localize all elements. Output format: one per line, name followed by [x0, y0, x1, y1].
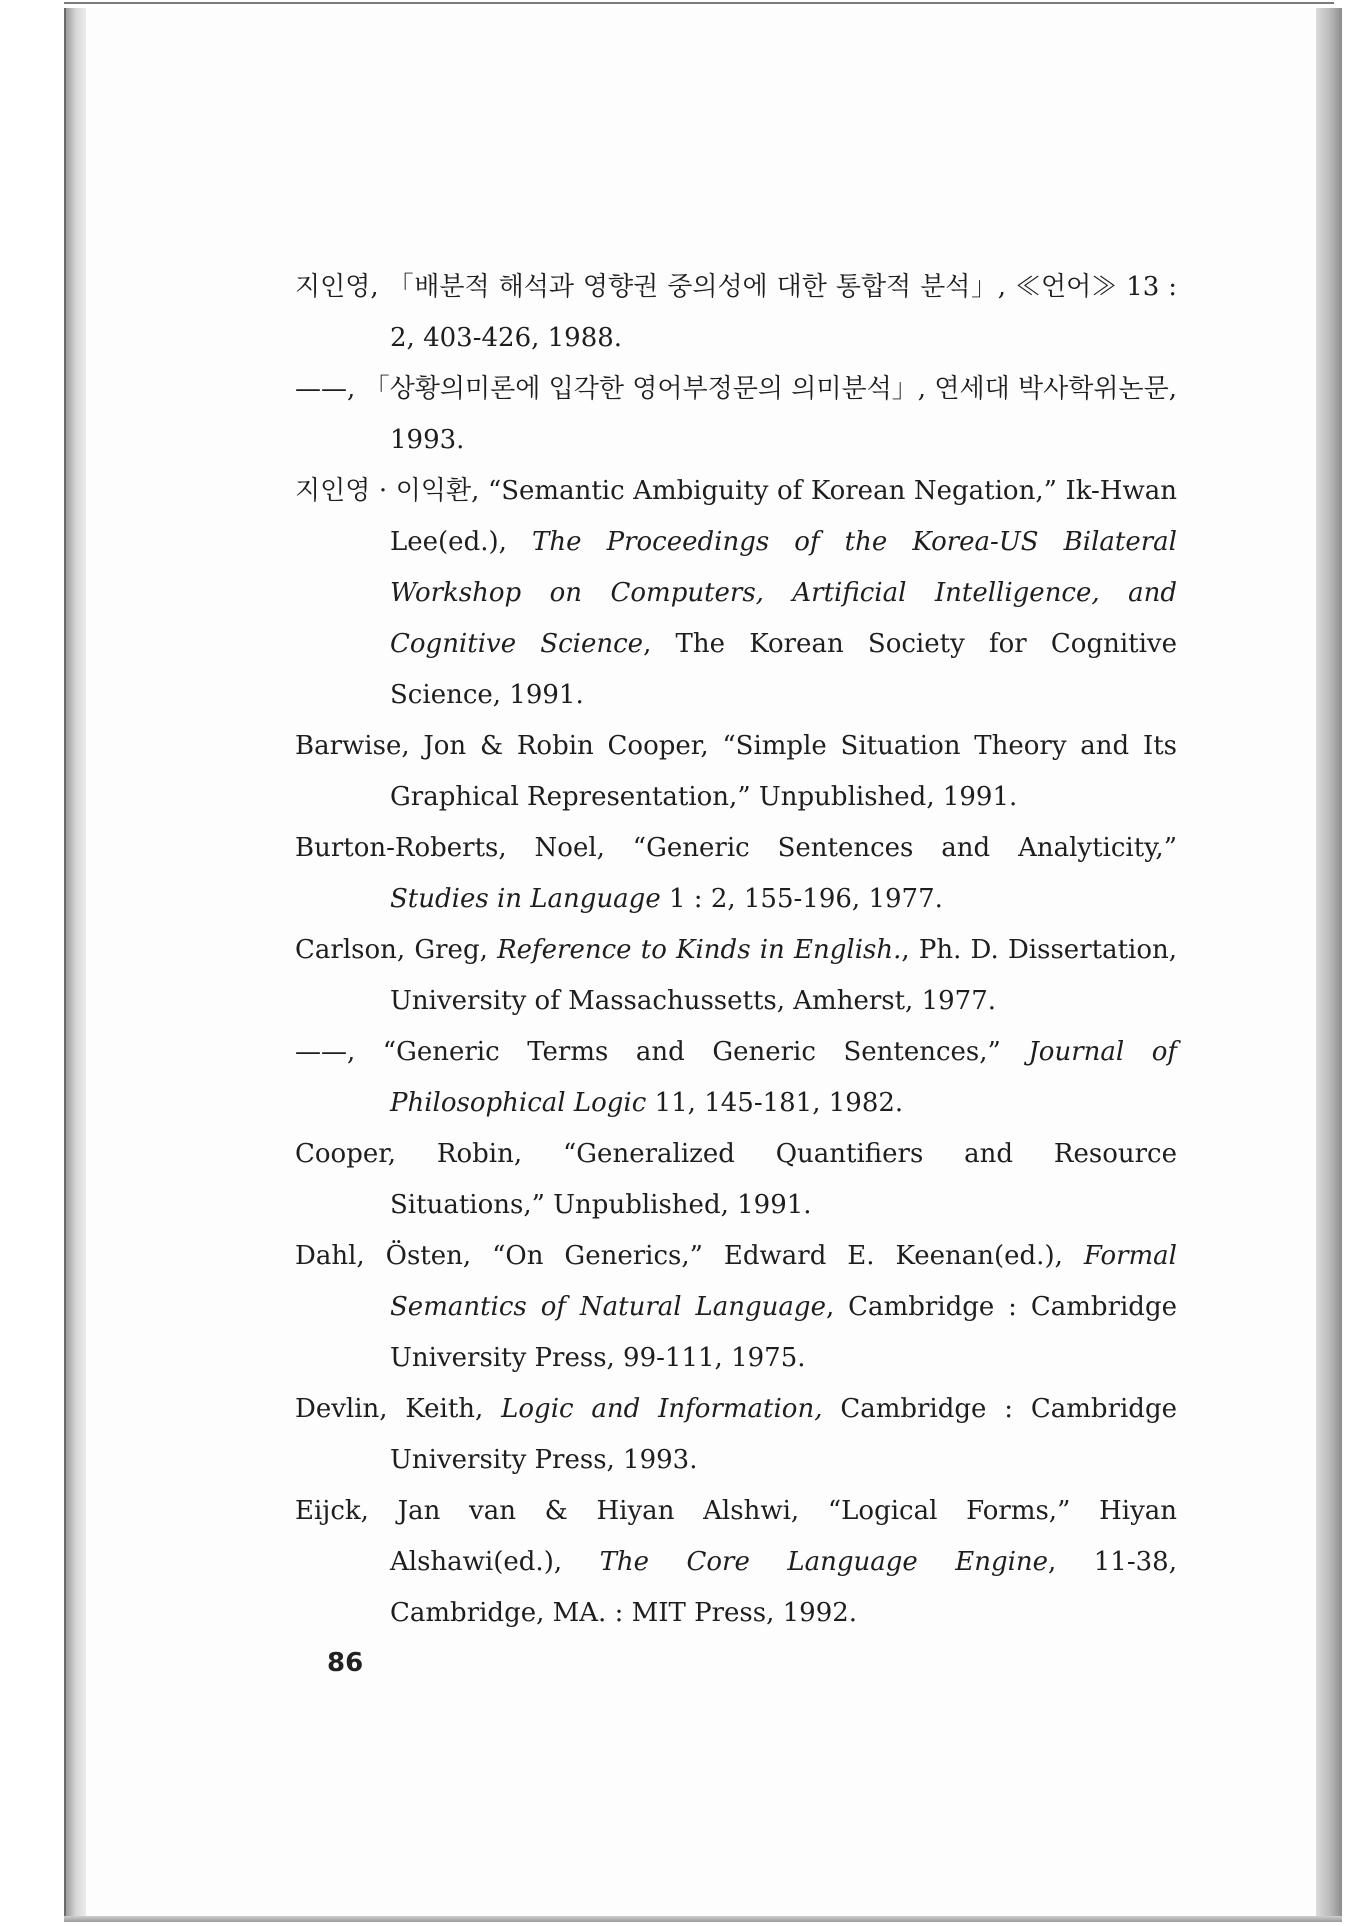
reference-text: 지인영 · 이익환, “Semantic Ambiguity of Korean Negation,” Ik-Hwan Lee(ed.),: [295, 476, 1177, 557]
reference-entry: [295, 925, 1177, 1027]
reference-entry: [295, 823, 1177, 925]
reference-text: , Ph. D. Dissertation, University of Massachussetts, Amherst, 1977.: [390, 935, 1177, 1016]
reference-title: Reference to Kinds in English.: [497, 935, 902, 965]
reference-entry: [295, 466, 1177, 721]
reference-text: 1 : 2, 155-196, 1977.: [660, 884, 943, 914]
page-bottom-edge: [64, 1916, 1342, 1922]
reference-title: Journal of Philosophical Logic: [390, 1037, 1177, 1118]
reference-text: Dahl, Östen, “On Generics,” Edward E. Keenan(ed.),: [295, 1241, 1084, 1271]
reference-title: The Proceedings of the Korea-US Bilateral Workshop on Computers, Artificial Intelligence, and Cognitive Science: [390, 527, 1177, 659]
reference-text: , 11-38, Cambridge, MA. : MIT Press, 1992.: [390, 1547, 1177, 1628]
reference-title: Studies in Language: [390, 884, 661, 914]
reference-text: Burton-Roberts, Noel, “Generic Sentences and Analyticity,”: [295, 833, 1177, 863]
reference-entry: [295, 1231, 1177, 1384]
reference-entry: [295, 364, 1177, 466]
reference-text: Barwise, Jon & Robin Cooper, “Simple Situation Theory and Its Graphical Representation,” Unpublished, 1991.: [295, 731, 1177, 812]
reference-text: Devlin, Keith,: [295, 1394, 502, 1424]
page-number: 86: [327, 1648, 364, 1678]
reference-text: 지인영, 「배분적 해석과 영향권 중의성에 대한 통합적 분석」, ≪언어≫ 13 : 2, 403-426, 1988.: [295, 272, 1177, 353]
reference-text: , Cambridge : Cambridge University Press, 99-111, 1975.: [390, 1292, 1177, 1373]
reference-entry: [295, 721, 1177, 823]
reference-entry: [295, 1129, 1177, 1231]
reference-entry: [295, 1384, 1177, 1486]
reference-list: [295, 262, 1177, 1639]
book-spine: [64, 8, 88, 1918]
reference-text: Cambridge : Cambridge University Press, 1993.: [390, 1394, 1177, 1475]
reference-text: ——, “Generic Terms and Generic Sentences,”: [295, 1037, 1029, 1067]
reference-text: 11, 145-181, 1982.: [646, 1088, 904, 1118]
reference-entry: [295, 1486, 1177, 1639]
reference-text: ——, 「상황의미론에 입각한 영어부정문의 의미분석」, 연세대 박사학위논문, 1993.: [295, 374, 1177, 455]
reference-title: Logic and Information,: [501, 1394, 823, 1424]
reference-title: Formal Semantics of Natural Language: [390, 1241, 1177, 1322]
reference-text: Eijck, Jan van & Hiyan Alshwi, “Logical Forms,” Hiyan Alshawi(ed.),: [295, 1496, 1177, 1577]
reference-text: Cooper, Robin, “Generalized Quantifiers and Resource Situations,” Unpublished, 1991.: [295, 1139, 1177, 1220]
reference-title: The Core Language Engine: [599, 1547, 1049, 1577]
page-edge-shadow: [1316, 8, 1342, 1918]
reference-text: Carlson, Greg,: [295, 935, 498, 965]
reference-entry: [295, 1027, 1177, 1129]
reference-text: , The Korean Society for Cognitive Science, 1991.: [390, 629, 1177, 710]
reference-entry: [295, 262, 1177, 364]
